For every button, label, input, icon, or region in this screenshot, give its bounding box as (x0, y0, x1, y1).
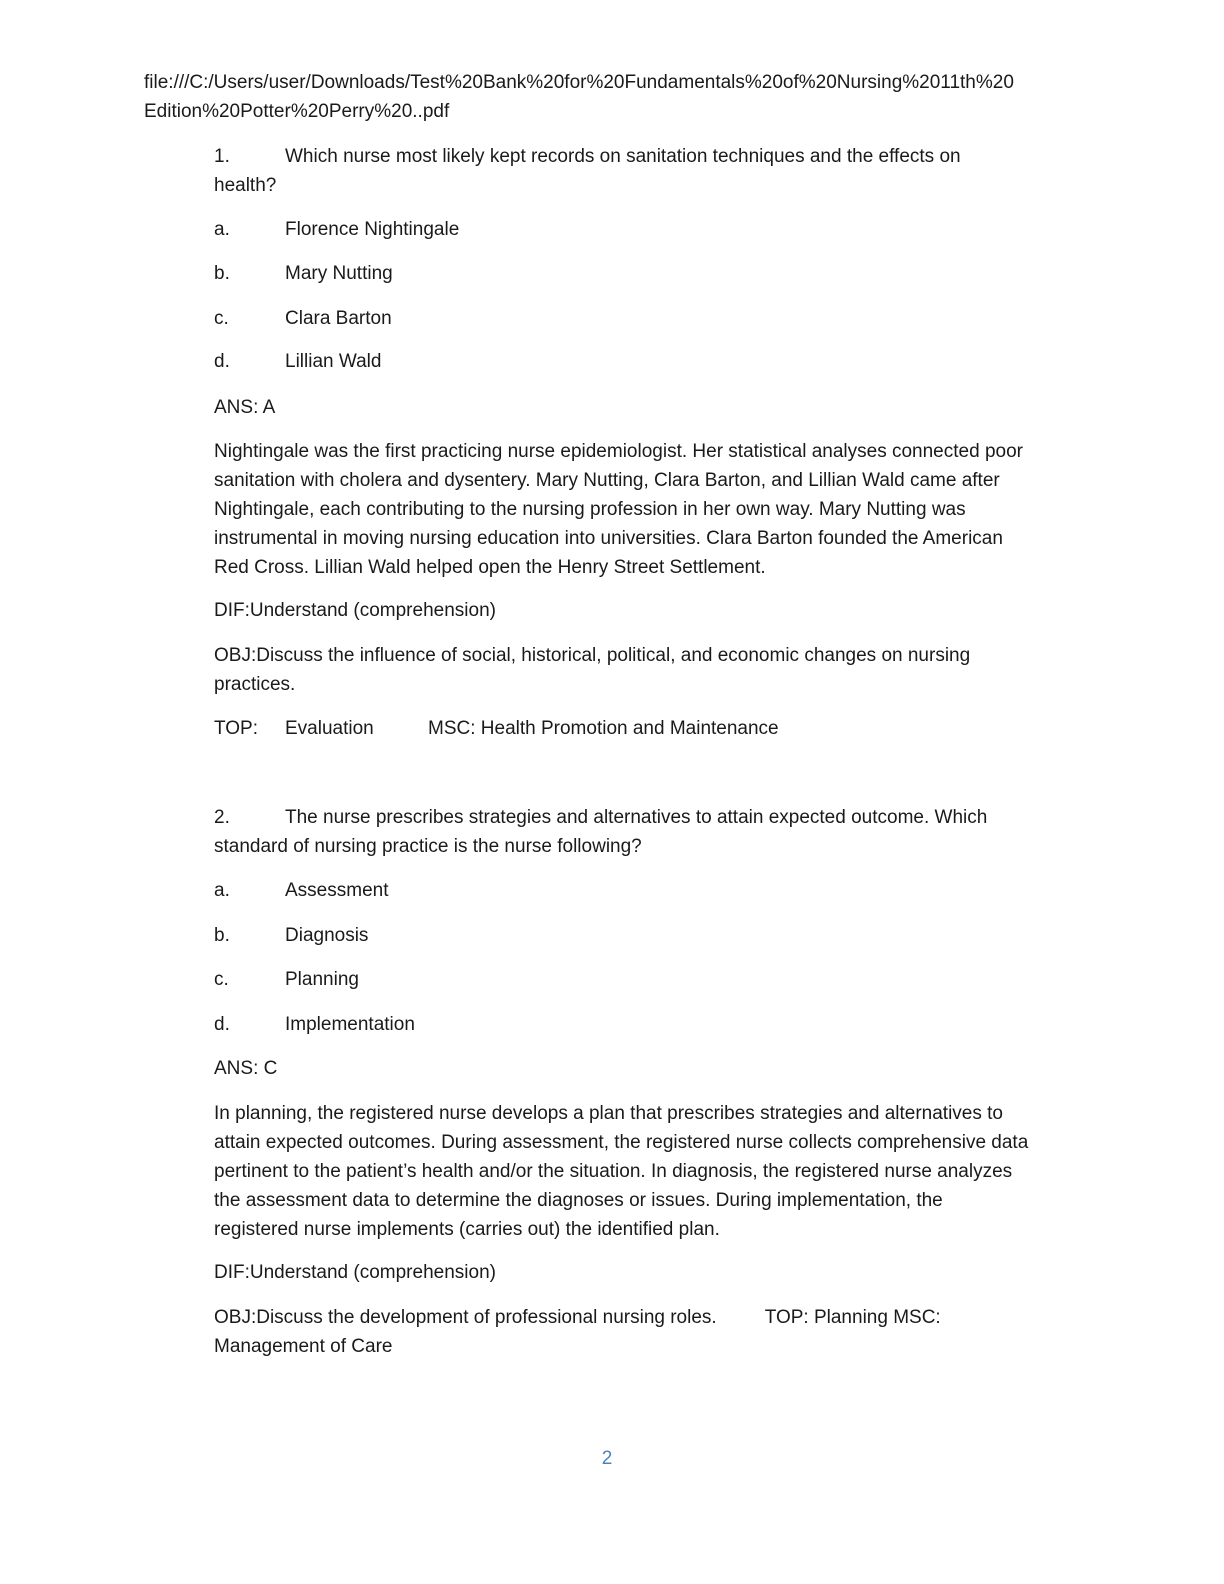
obj-line-1-right: TOP: Planning MSC: (764, 1307, 941, 1328)
option-d (214, 1010, 1074, 1039)
option-text: Assessment (285, 880, 389, 901)
rationale-line: Nightingale, each contributing to the nursing profession in her own way. Mary Nutting was (214, 499, 966, 520)
file-path-header (144, 68, 1084, 126)
option-letter: c. (214, 969, 229, 990)
option-a (214, 215, 1074, 244)
option-text: Clara Barton (285, 308, 392, 329)
rationale-line: Red Cross. Lillian Wald helped open the Henry Street Settlement. (214, 557, 766, 578)
option-letter: b. (214, 263, 230, 284)
obj-line-1-left: OBJ:Discuss the development of professional nursing roles. (214, 1307, 717, 1328)
option-letter: b. (214, 925, 230, 946)
question-stem-first: The nurse prescribes strategies and alternatives to attain expected outcome. Which (285, 807, 988, 828)
option-text: Florence Nightingale (285, 219, 460, 240)
top-value: Evaluation (285, 718, 374, 739)
answer-2: ANS: C (214, 1058, 278, 1079)
option-text: Diagnosis (285, 925, 369, 946)
option-b (214, 259, 1074, 288)
rationale-line: pertinent to the patient’s health and/or the situation. In diagnosis, the registered nurse analyzes (214, 1161, 1013, 1182)
rationale-line: registered nurse implements (carries out) the identified plan. (214, 1219, 720, 1240)
dif-2: DIF:Understand (comprehension) (214, 1262, 496, 1283)
question-stem-first: Which nurse most likely kept records on sanitation techniques and the effects on (285, 146, 961, 167)
answer-1: ANS: A (214, 397, 276, 418)
option-letter: c. (214, 308, 229, 329)
obj-line-1: OBJ:Discuss the influence of social, historical, political, and economic changes on nursing (214, 645, 971, 666)
rationale-2 (214, 1099, 1076, 1244)
rationale-1 (214, 437, 1076, 582)
rationale-line: instrumental in moving nursing education into universities. Clara Barton founded the American (214, 528, 1003, 549)
rationale-line: sanitation with cholera and dysentery. Mary Nutting, Clara Barton, and Lillian Wald came after (214, 470, 1000, 491)
question-number: 2. (214, 807, 230, 828)
option-text: Mary Nutting (285, 263, 393, 284)
option-letter: d. (214, 351, 230, 372)
rationale-line: In planning, the registered nurse develops a plan that prescribes strategies and alternatives to (214, 1103, 1003, 1124)
question-stem-rest: standard of nursing practice is the nurse following? (214, 836, 642, 857)
top-label: TOP: (214, 718, 258, 739)
file-path-line-2: Edition%20Potter%20Perry%20..pdf (144, 101, 450, 122)
obj-1 (214, 641, 1076, 699)
obj-2 (214, 1303, 1076, 1361)
question-number: 1. (214, 146, 230, 167)
dif-1: DIF:Understand (comprehension) (214, 600, 496, 621)
option-letter: d. (214, 1014, 230, 1035)
question-2-stem (214, 803, 1076, 861)
option-letter: a. (214, 880, 230, 901)
option-text: Implementation (285, 1014, 415, 1035)
page-number: 2 (601, 1448, 613, 1469)
rationale-line: attain expected outcomes. During assessment, the registered nurse collects comprehensive data (214, 1132, 1029, 1153)
option-b (214, 921, 1074, 950)
option-letter: a. (214, 219, 230, 240)
rationale-line: the assessment data to determine the diagnoses or issues. During implementation, the (214, 1190, 943, 1211)
question-stem-rest: health? (214, 175, 277, 196)
obj-line-2: Management of Care (214, 1336, 393, 1357)
option-c (214, 304, 1074, 333)
option-text: Planning (285, 969, 359, 990)
msc-value: MSC: Health Promotion and Maintenance (428, 718, 779, 739)
rationale-line: Nightingale was the first practicing nurse epidemiologist. Her statistical analyses connected poor (214, 441, 1023, 462)
obj-line-2: practices. (214, 674, 296, 695)
option-c (214, 965, 1074, 994)
option-d (214, 347, 1074, 376)
option-a (214, 876, 1074, 905)
option-text: Lillian Wald (285, 351, 382, 372)
file-path-line-1: file:///C:/Users/user/Downloads/Test%20Bank%20for%20Fundamentals%20of%20Nursing%2011th%20 (144, 72, 1014, 93)
top-msc-1 (214, 714, 1074, 743)
question-1-stem (214, 142, 1076, 200)
